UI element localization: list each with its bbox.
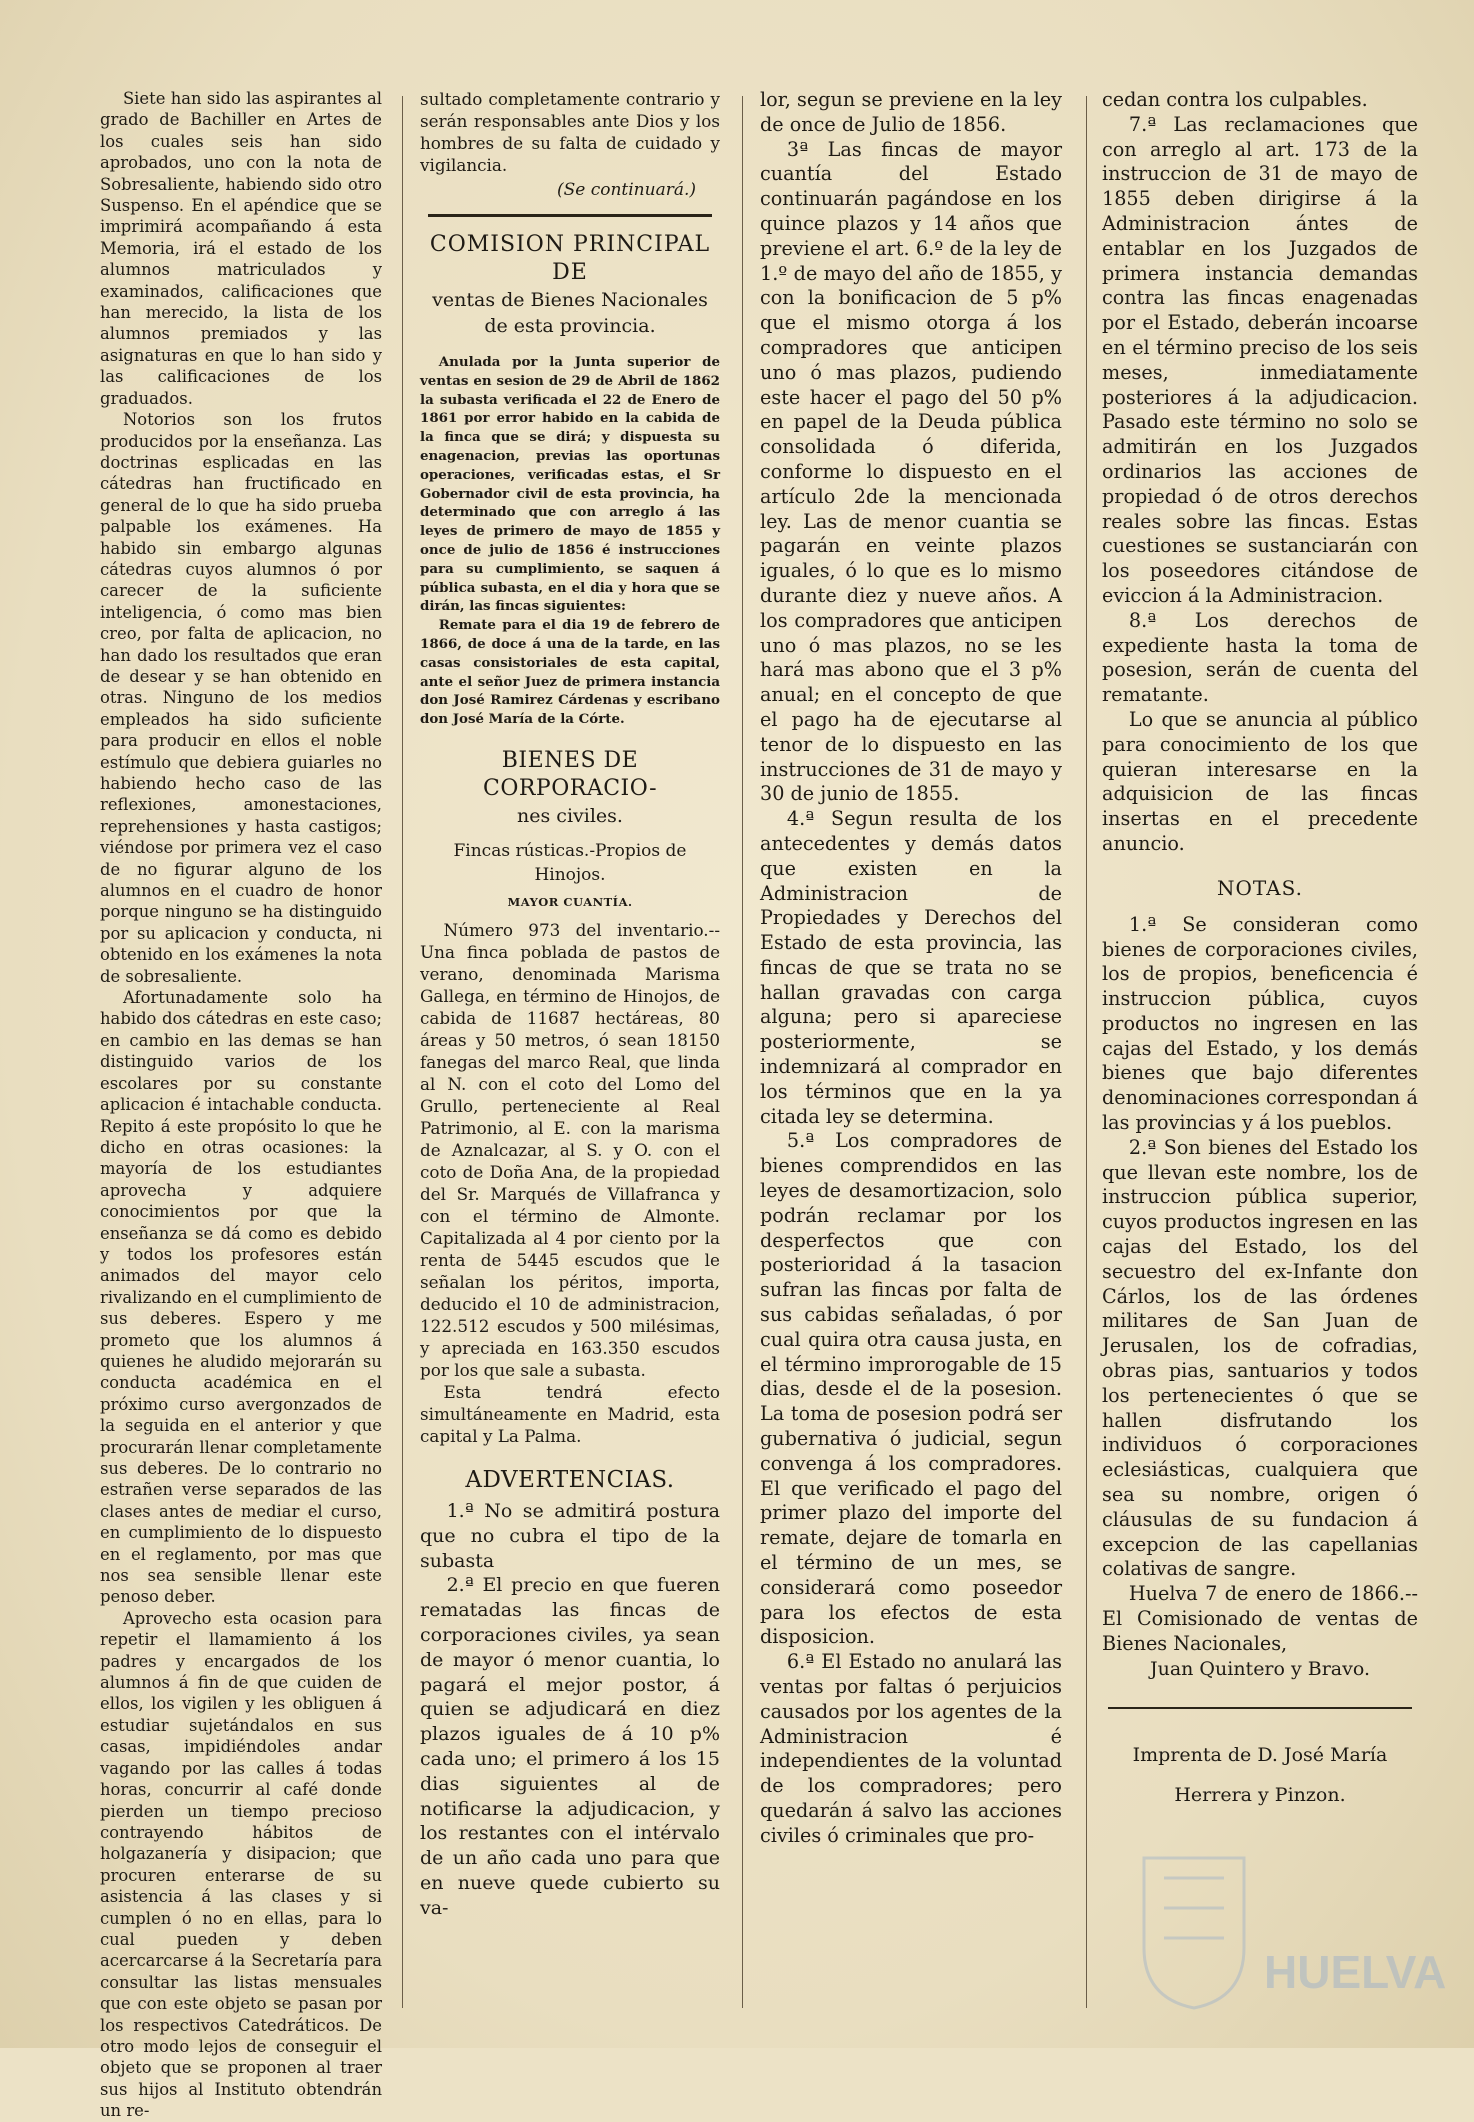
archive-stamp-watermark bbox=[1124, 1838, 1447, 2018]
paragraph: 2.ª El precio en que fueren rematadas las fincas de corporaciones civiles, ya sean de mayor ó menor cuantia, lo pagará el mejor postor, á quien se adjudicará en diez plazos iguales de á 10 p% cada uno; el primero á los 15 dias siguientes al de notificarse la adjudicacion, y los restantes con el intérvalo de un año cada uno para que en nueve quede cubierto su va- bbox=[420, 1574, 720, 1919]
paragraph: lor, segun se previene en la ley de once de Julio de 1856. bbox=[760, 88, 1062, 136]
paragraph: 8.ª Los derechos de expediente hasta la toma de posesion, serán de cuenta del rematante. bbox=[1102, 608, 1418, 707]
section-subheading: ventas de Bienes Nacionales de esta provincia. bbox=[432, 289, 708, 337]
column-3 bbox=[760, 88, 1062, 2008]
section-heading: BIENES DE CORPORACIO- bbox=[482, 747, 658, 801]
paragraph: Esta tendrá efecto simultáneamente en Madrid, esta capital y La Palma. bbox=[420, 1381, 720, 1446]
section-heading: NOTAS. bbox=[1217, 875, 1303, 900]
section-heading: ADVERTENCIAS. bbox=[465, 1466, 675, 1493]
paragraph: Notorios son los frutos producidos por la enseñanza. Las doctrinas esplicadas en las cátedras han fructificado en general de lo que ha sido prueba palpable los exámenes. Ha habido sin embargo algunas cátedras cuyos alumnos ó por carecer de la suficiente inteligencia, ó como mas bien creo, por falta de aplicacion, no han dado los resultados que eran de desear y se han obtenido en otras. Ninguno de los medios empleados ha sido suficiente para producir en ellos el noble estímulo que debiera guiarles no habiendo hecho caso de las reflexiones, amonestaciones, reprehensiones y hasta castigos; viéndose por primera vez el caso de no figurar alguno de los alumnos en el cuadro de honor porque ninguno se ha distinguido por su aplicacion y conducta, ni obtenido en los exámenes la nota de sobresaliente. bbox=[100, 410, 382, 986]
paragraph: 1.ª No se admitirá postura que no cubra el tipo de la subasta bbox=[420, 1499, 720, 1572]
notice-paragraph: Anulada por la Junta superior de ventas en sesion de 29 de Abril de 1862 la subasta verificada el 22 de Enero de 1861 por error habido en la cabida de la finca que se dirá; y dispuesta su enagenacion, previas las oportunas operaciones, verificadas estas, el Sr Gobernador civil de esta provincia, ha determinado que con arreglo á las leyes de primero de mayo de 1855 y once de julio de 1856 é instrucciones para su cumplimiento, se saquen á pública subasta, en el dia y hora que se dirán, las fincas siguientes: bbox=[420, 354, 720, 615]
signature: Juan Quintero y Bravo. bbox=[1149, 1657, 1371, 1680]
paragraph: 6.ª El Estado no anulará las ventas por faltas ó perjuicios causados por los agentes de la Administracion é independientes de la voluntad de los compradores; pero quedarán á salvo las acciones civiles ó criminales que pro- bbox=[760, 1650, 1062, 1847]
paragraph: 4.ª Segun resulta de los antecedentes y demás datos que existen en la Administracion de Propiedades y Derechos del Estado de esta provincia, las fincas de que se trata no se hallan gravadas con carga alguna; pero si apareciese posteriormente, se indemnizará al comprador en los términos que en la ya citada ley se determina. bbox=[760, 807, 1062, 1128]
paragraph: Huelva 7 de enero de 1866.--El Comisionado de ventas de Bienes Nacionales, bbox=[1102, 1582, 1418, 1655]
continued-note: (Se continuará.) bbox=[556, 180, 696, 200]
subsection-label: MAYOR CUANTÍA. bbox=[507, 894, 633, 909]
notice-paragraph: Remate para el dia 19 de febrero de 1866, de doce á una de la tarde, en las casas consistoriales de esta capital, ante el señor Juez de primera instancia don José Ramirez Cárdenas y escribano don José María de la Córte. bbox=[420, 617, 720, 728]
paragraph: 3ª Las fincas de mayor cuantía del Estado continuarán pagándose en los quince plazos y 14 años que previene el art. 6.º de la ley de 1.º de mayo del año de 1855, y con la bonificacion de 5 p% que el mismo otorga á los compradores que anticipen uno ó mas plazos, pudiendo este hacer el pago del 50 p% en papel de la Deuda pública consolidada ó diferida, conforme lo dispuesto en el artículo 2de la mencionada ley. Las de menor cuantia se pagarán en veinte plazos iguales, ó lo que es lo mismo durante diez y nueve años. A los compradores que anticipen uno ó mas plazos, no se les hará mas abono que el 3 p% anual; en el concepto de que el pago ha de ejecutarse al tenor de lo dispuesto en las instrucciones de 31 de mayo y 30 de junio de 1855. bbox=[760, 137, 1062, 806]
paragraph: 5.ª Los compradores de bienes comprendidos en las leyes de desamortizacion, solo podrán reclamar por los desperfectos que con posterioridad á la tasacion sufran las fincas por falta de sus cabidas señaladas, ó por cual quira otra causa justa, en el término improrogable de 15 dias, desde el de la posesion. La toma de posesion podrá ser gubernativa ó judicial, segun convenga á los compradores. El que verificado el pago del primer plazo del importe del remate, dejare de tomarla en el término de un mes, se considerará como poseedor para los efectos de esta disposicion. bbox=[760, 1129, 1062, 1649]
stamp-label: HUELVA bbox=[1264, 1946, 1447, 1998]
section-heading: COMISION PRINCIPAL DE bbox=[429, 232, 711, 285]
section-subheading: nes civiles. bbox=[517, 804, 623, 827]
column-1 bbox=[100, 88, 382, 2121]
paragraph: Número 973 del inventario.--Una finca poblada de pastos de verano, denominada Marisma Gallega, en término de Hinojos, de cabida de 11687 hectáreas, 80 áreas y 50 metros, ó sean 18150 fanegas del marco Real, que linda al N. con el coto del Lomo del Grullo, perteneciente al Real Patrimonio, al E. con la marisma de Aznalcazar, al S. y O. con el coto de Doña Ana, de la propiedad del Sr. Marqués de Villafranca y con el término de Almonte. Capitalizada al 4 por ciento por la renta de 5445 escudos que le señalan los péritos, importa, deducido el 10 de administracion, 122.512 escudos y 500 milésimas, y apreciada en 163.350 escudos por los que sale a subasta. bbox=[420, 919, 720, 1380]
column-4 bbox=[1102, 88, 1418, 2008]
paragraph: Lo que se anuncia al público para conocimiento de los que quieran interesarse en la adquisicion de las fincas insertas en el precedente anuncio. bbox=[1102, 707, 1418, 855]
section-divider bbox=[428, 214, 712, 217]
paragraph: 1.ª Se consideran como bienes de corporaciones civiles, los de propios, beneficencia é instruccion pública, cuyos productos no ingresen en las cajas del Estado, y los demás bienes que bajo diferentes denominaciones correspondan á las provincias y á los pueblos. bbox=[1102, 912, 1418, 1135]
column-rule bbox=[742, 96, 743, 2008]
paragraph: Siete han sido las aspirantes al grado de Bachiller en Artes de los cuales seis han sido aprobados, uno con la nota de Sobresaliente, habiendo sido otro Suspenso. En el apéndice que se imprimirá acompañando á esta Memoria, irá el estado de los alumnos matriculados y examinados, calificaciones que han merecido, la lista de los alumnos premiados y las asignaturas en que lo han sido y las calificaciones de los graduados. bbox=[100, 89, 382, 408]
paragraph: Afortunadamente solo ha habido dos cátedras en este caso; en cambio en las demas se han distinguido varios de los escolares por su constante aplicacion é intachable conducta. Repito á este propósito lo que he dicho en otras ocasiones: la mayoría de los estudiantes aprovecha y adquiere conocimientos por que la enseñanza se dá como es debido y todos los profesores están animados del mayor celo rivalizando en el cumplimiento de sus deberes. Espero y me prometo que los alumnos á quienes he aludido mejorarán su conducta académica en el próximo curso avergonzados de la seguida en el anterior y que procurarán llenar completamente sus deberes. De lo contrario no estrañen verse separados de las clases antes de mediar el curso, en cumplimiento de lo dispuesto en el reglamento, por mas que nos sea sensible llenar este penoso deber. bbox=[100, 988, 382, 1607]
column-rule bbox=[1086, 96, 1087, 2008]
subsection-heading: Fincas rústicas.-Propios de Hinojos. bbox=[453, 840, 687, 885]
paragraph: Aprovecho esta ocasion para repetir el llamamiento á los padres y encargados de los alumnos á fin de que cuiden de ellos, los vigilen y les obliguen á estudiar sujetándalos en sus casas, impidiéndoles andar vagando por las calles á todas horas, concurrir al café donde pierden un tiempo precioso contrayendo hábitos de holgazanería y disipacion; que procuren enterarse de su asistencia á las clases y si cumplen ó no en ellas, para lo cual pueden y deben acercarcarse á la Secretaría para consultar las listas mensuales que con este objeto se pasan por los respectivos Catedráticos. De otro modo lejos de conseguir el objeto que se proponen al traer sus hijos al Instituto obtendrán un re- bbox=[100, 1608, 382, 2121]
paragraph: cedan contra los culpables. bbox=[1102, 88, 1368, 111]
imprint-line: Imprenta de D. José María bbox=[1132, 1744, 1388, 1767]
paragraph: 7.ª Las reclamaciones que con arreglo al art. 173 de la instruccion de 31 de mayo de 1855 deben dirigirse á la Administracion ántes de entablar en los Juzgados de primera instancia demandas contra las fincas enagenadas por el Estado, deberán incoarse en el término preciso de los seis meses, inmediatamente posteriores á la adjudicacion. Pasado este término no solo se admitirán en los Juzgados ordinarios las acciones de propiedad ó de otros derechos reales sobre las fincas. Estas cuestiones se sustanciarán con los poseedores citándose de eviccion á la Administracion. bbox=[1102, 112, 1418, 607]
section-divider bbox=[1108, 1707, 1412, 1709]
column-rule bbox=[402, 96, 403, 2008]
paragraph: sultado completamente contrario y serán responsables ante Dios y los hombres de su falta de cuidado y vigilancia. bbox=[420, 89, 720, 175]
column-2 bbox=[420, 88, 720, 2008]
imprint-line: Herrera y Pinzon. bbox=[1174, 1784, 1346, 1807]
paragraph: 2.ª Son bienes del Estado los que llevan este nombre, los de instruccion pública superior, cuyos productos ingresen en las cajas del Estado, los del secuestro del ex-Infante don Cárlos, los de las órdenes militares de San Juan de Jerusalen, los de cofradias, obras pias, santuarios y todos los pertenecientes ó que se hallen disfrutando los individuos ó corporaciones eclesiásticas, cualquiera que sea su nombre, origen ó cláusulas de su fundacion á excepcion de las capellanias colativas de sangre. bbox=[1102, 1135, 1418, 1581]
